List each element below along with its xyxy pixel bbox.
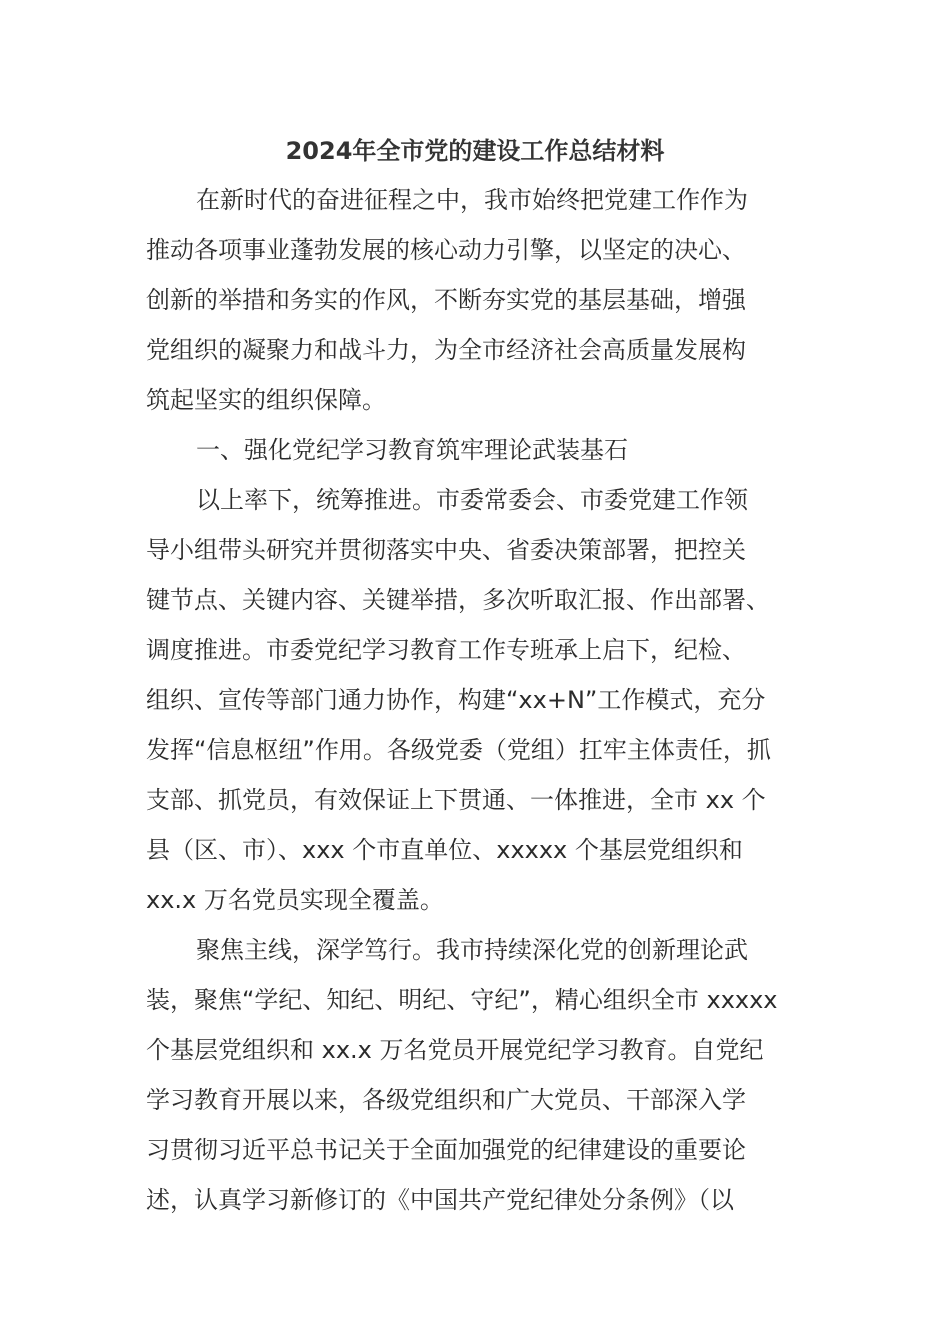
document-title: 2024年全市党的建设工作总结材料 <box>285 137 665 165</box>
paragraph-line: 个基层党组织和 xx.x 万名党员开展党纪学习教育。自党纪 <box>146 1036 764 1064</box>
paragraph-line: 调度推进。市委党纪学习教育工作专班承上启下，纪检、 <box>146 636 746 664</box>
paragraph-line: 以上率下，统筹推进。市委常委会、市委党建工作领 <box>196 486 748 514</box>
paragraph-line: 创新的举措和务实的作风，不断夯实党的基层基础，增强 <box>146 286 746 314</box>
paragraph-line: 组织、宣传等部门通力协作，构建“xx+N”工作模式，充分 <box>146 686 766 714</box>
paragraph-line: 支部、抓党员，有效保证上下贯通、一体推进，全市 xx 个 <box>146 786 766 814</box>
section-heading: 一、强化党纪学习教育筑牢理论武装基石 <box>196 436 628 464</box>
paragraph-line: 装，聚焦“学纪、知纪、明纪、守纪”，精心组织全市 xxxxx <box>146 986 778 1014</box>
paragraph-line: 党组织的凝聚力和战斗力，为全市经济社会高质量发展构 <box>146 336 746 364</box>
paragraph-line: 学习教育开展以来，各级党组织和广大党员、干部深入学 <box>146 1086 746 1114</box>
paragraph-line: 县（区、市）、xxx 个市直单位、xxxxx 个基层党组织和 <box>146 836 743 864</box>
paragraph-line: 述，认真学习新修订的《中国共产党纪律处分条例》（以 <box>146 1186 734 1214</box>
paragraph-line: 筑起坚实的组织保障。 <box>146 386 386 414</box>
paragraph-line: 发挥“信息枢纽”作用。各级党委（党组）扛牢主体责任，抓 <box>146 736 771 764</box>
paragraph-line: xx.x 万名党员实现全覆盖。 <box>146 886 444 914</box>
paragraph-line: 聚焦主线，深学笃行。我市持续深化党的创新理论武 <box>196 936 748 964</box>
paragraph-line: 键节点、关键内容、关键举措，多次听取汇报、作出部署、 <box>146 586 770 614</box>
paragraph-line: 习贯彻习近平总书记关于全面加强党的纪律建设的重要论 <box>146 1136 746 1164</box>
paragraph-line: 在新时代的奋进征程之中，我市始终把党建工作作为 <box>196 186 748 214</box>
paragraph-line: 推动各项事业蓬勃发展的核心动力引擎，以坚定的决心、 <box>146 236 746 264</box>
paragraph-line: 导小组带头研究并贯彻落实中央、省委决策部署，把控关 <box>146 536 746 564</box>
